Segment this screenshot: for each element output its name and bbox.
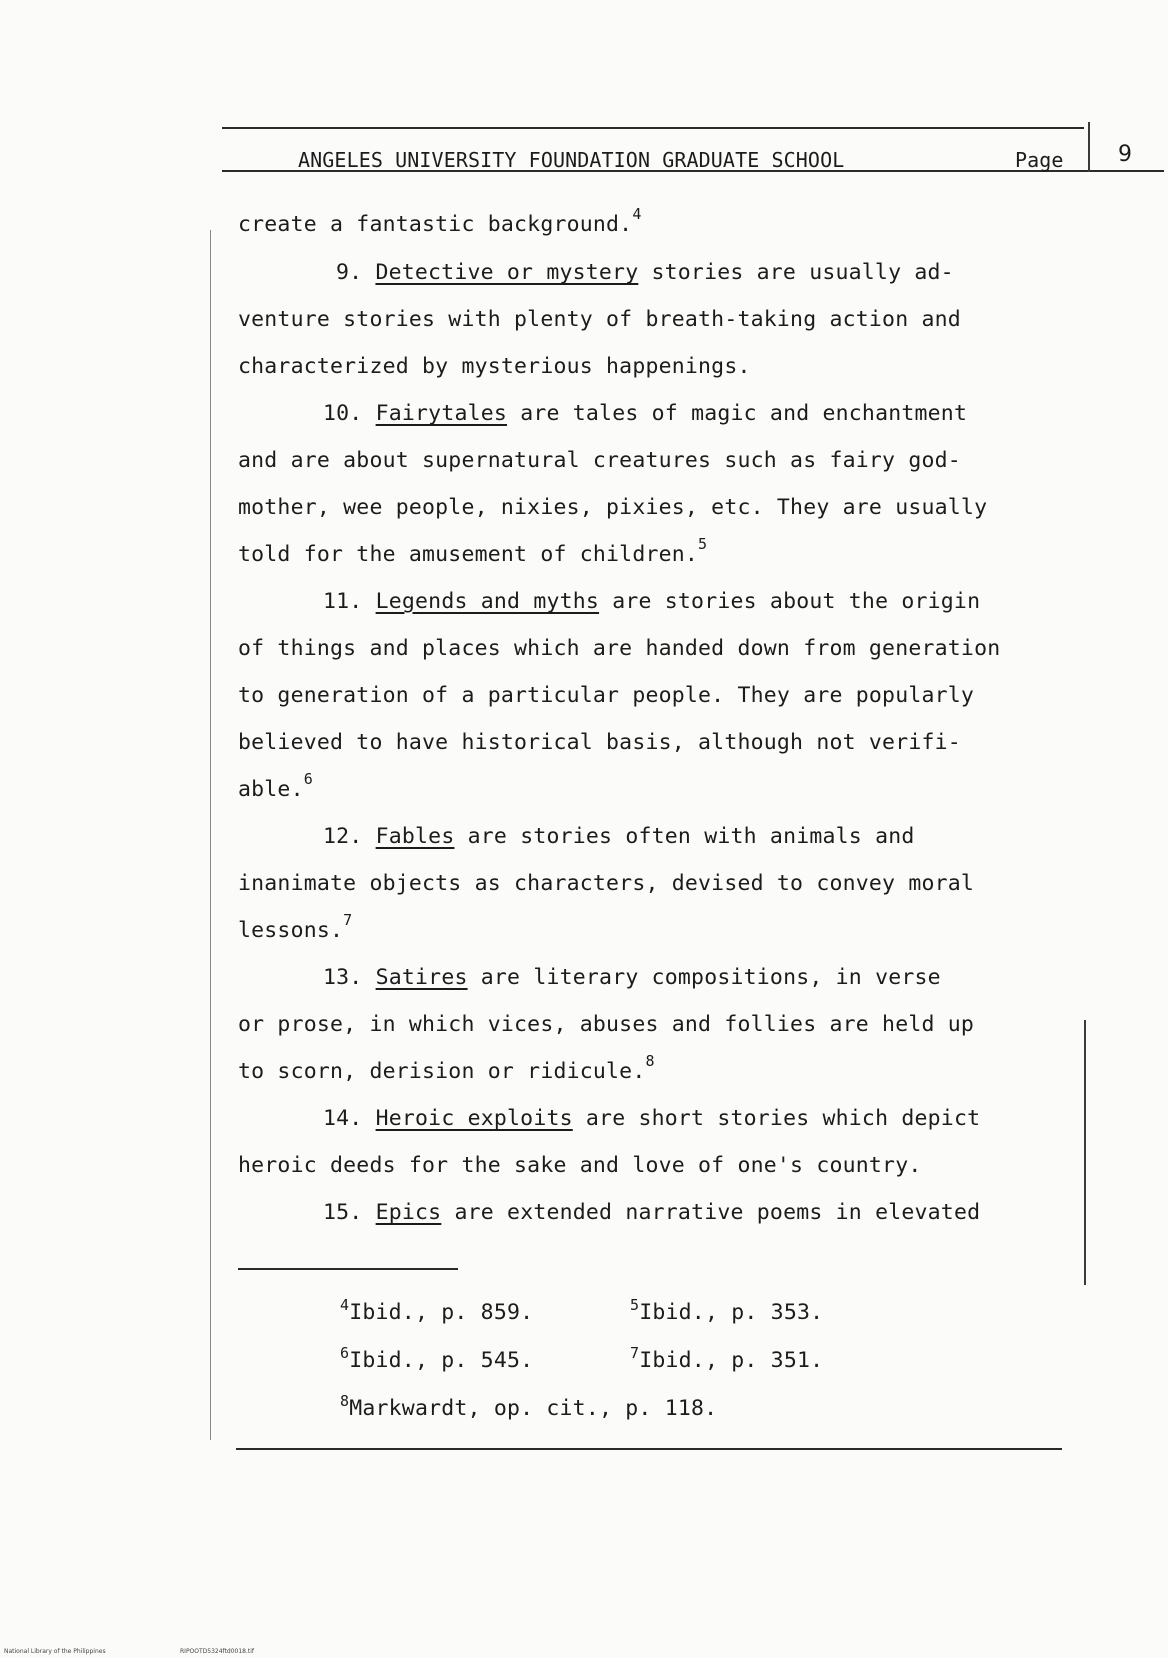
body-line: of things and places which are handed down from generation [238,636,1001,661]
footnote-ref: 5 [698,535,708,553]
item-number: 15. [323,1200,363,1225]
page-number: 9 [1118,142,1132,167]
page-bottom-rule [236,1448,1062,1450]
paragraph-15-first-line: 15. Epics are extended narrative poems in elevated [323,1200,981,1225]
body-line: characterized by mysterious happenings. [238,354,751,379]
paragraph-13-first-line: 13. Satires are literary compositions, in verse [323,965,941,990]
body-line: told for the amusement of children.$^5$ [238,535,708,567]
page-right-border [1084,1020,1086,1285]
footnote-ref: 7 [343,911,353,929]
item-number: 9. [336,260,363,285]
body-line: able.$^6$ [238,770,313,802]
item-number: 10. [323,401,363,426]
term-legends-and-myths: Legends and myths [375,589,600,614]
paragraph-11-first-line: 11. Legends and myths are stories about the origin [323,589,981,614]
paragraph-9-first-line: 9. Detective or mystery stories are usually ad- [336,260,954,285]
scan-footer-file-id: RIPOOTD5324ftd0018.tif [180,1648,255,1655]
body-line: venture stories with plenty of breath-taking action and [238,307,961,332]
term-fables: Fables [375,824,455,849]
body-line: believed to have historical basis, although not verifi- [238,730,961,755]
footnote-8: $^8$Markwardt, op. cit., p. 118. [340,1392,718,1421]
body-line: inanimate objects as characters, devised to convey moral [238,871,975,896]
body-line: mother, wee people, nixies, pixies, etc. They are usually [238,495,988,520]
item-number: 12. [323,824,363,849]
footnote-5: $^5$Ibid., p. 353. [630,1296,824,1325]
footnote-ref: 8 [645,1052,655,1070]
body-line: lessons.$^7$ [238,911,353,943]
term-satires: Satires [375,965,468,990]
footnote-6: $^6$Ibid., p. 545. [340,1344,534,1373]
footnote-4: $^4$Ibid., p. 859. [340,1296,534,1325]
item-number: 13. [323,965,363,990]
item-number: 14. [323,1106,363,1131]
term-epics: Epics [375,1200,442,1225]
page-left-border [210,230,211,1440]
body-line: to scorn, derision or ridicule.$^8$ [238,1052,655,1084]
paragraph-12-first-line: 12. Fables are stories often with animals and [323,824,915,849]
footnote-ref: 6 [303,770,313,788]
term-fairytales: Fairytales [375,401,508,426]
paragraph-14-first-line: 14. Heroic exploits are short stories which depict [323,1106,981,1131]
body-line: create a fantastic background.$^4$ [238,205,642,237]
item-number: 11. [323,589,363,614]
scan-footer-library: National Library of the Philippines [4,1648,106,1655]
body-line: heroic deeds for the sake and love of one's country. [238,1153,922,1178]
page-number-divider [1088,122,1090,172]
footnote-7: $^7$Ibid., p. 351. [630,1344,824,1373]
footnote-ref: 4 [632,205,642,223]
term-detective-or-mystery: Detective or mystery [375,260,639,285]
term-heroic-exploits: Heroic exploits [375,1106,573,1131]
paragraph-10-first-line: 10. Fairytales are tales of magic and enchantment [323,401,968,426]
body-line: or prose, in which vices, abuses and follies are held up [238,1012,975,1037]
running-header: ANGELES UNIVERSITY FOUNDATION GRADUATE SCHOOL [298,148,845,172]
body-line: and are about supernatural creatures such as fairy god- [238,448,961,473]
footnote-separator [238,1268,458,1270]
body-line: to generation of a particular people. They are popularly [238,683,975,708]
header-top-rule [222,127,1084,129]
page-label: Page [1015,148,1064,172]
